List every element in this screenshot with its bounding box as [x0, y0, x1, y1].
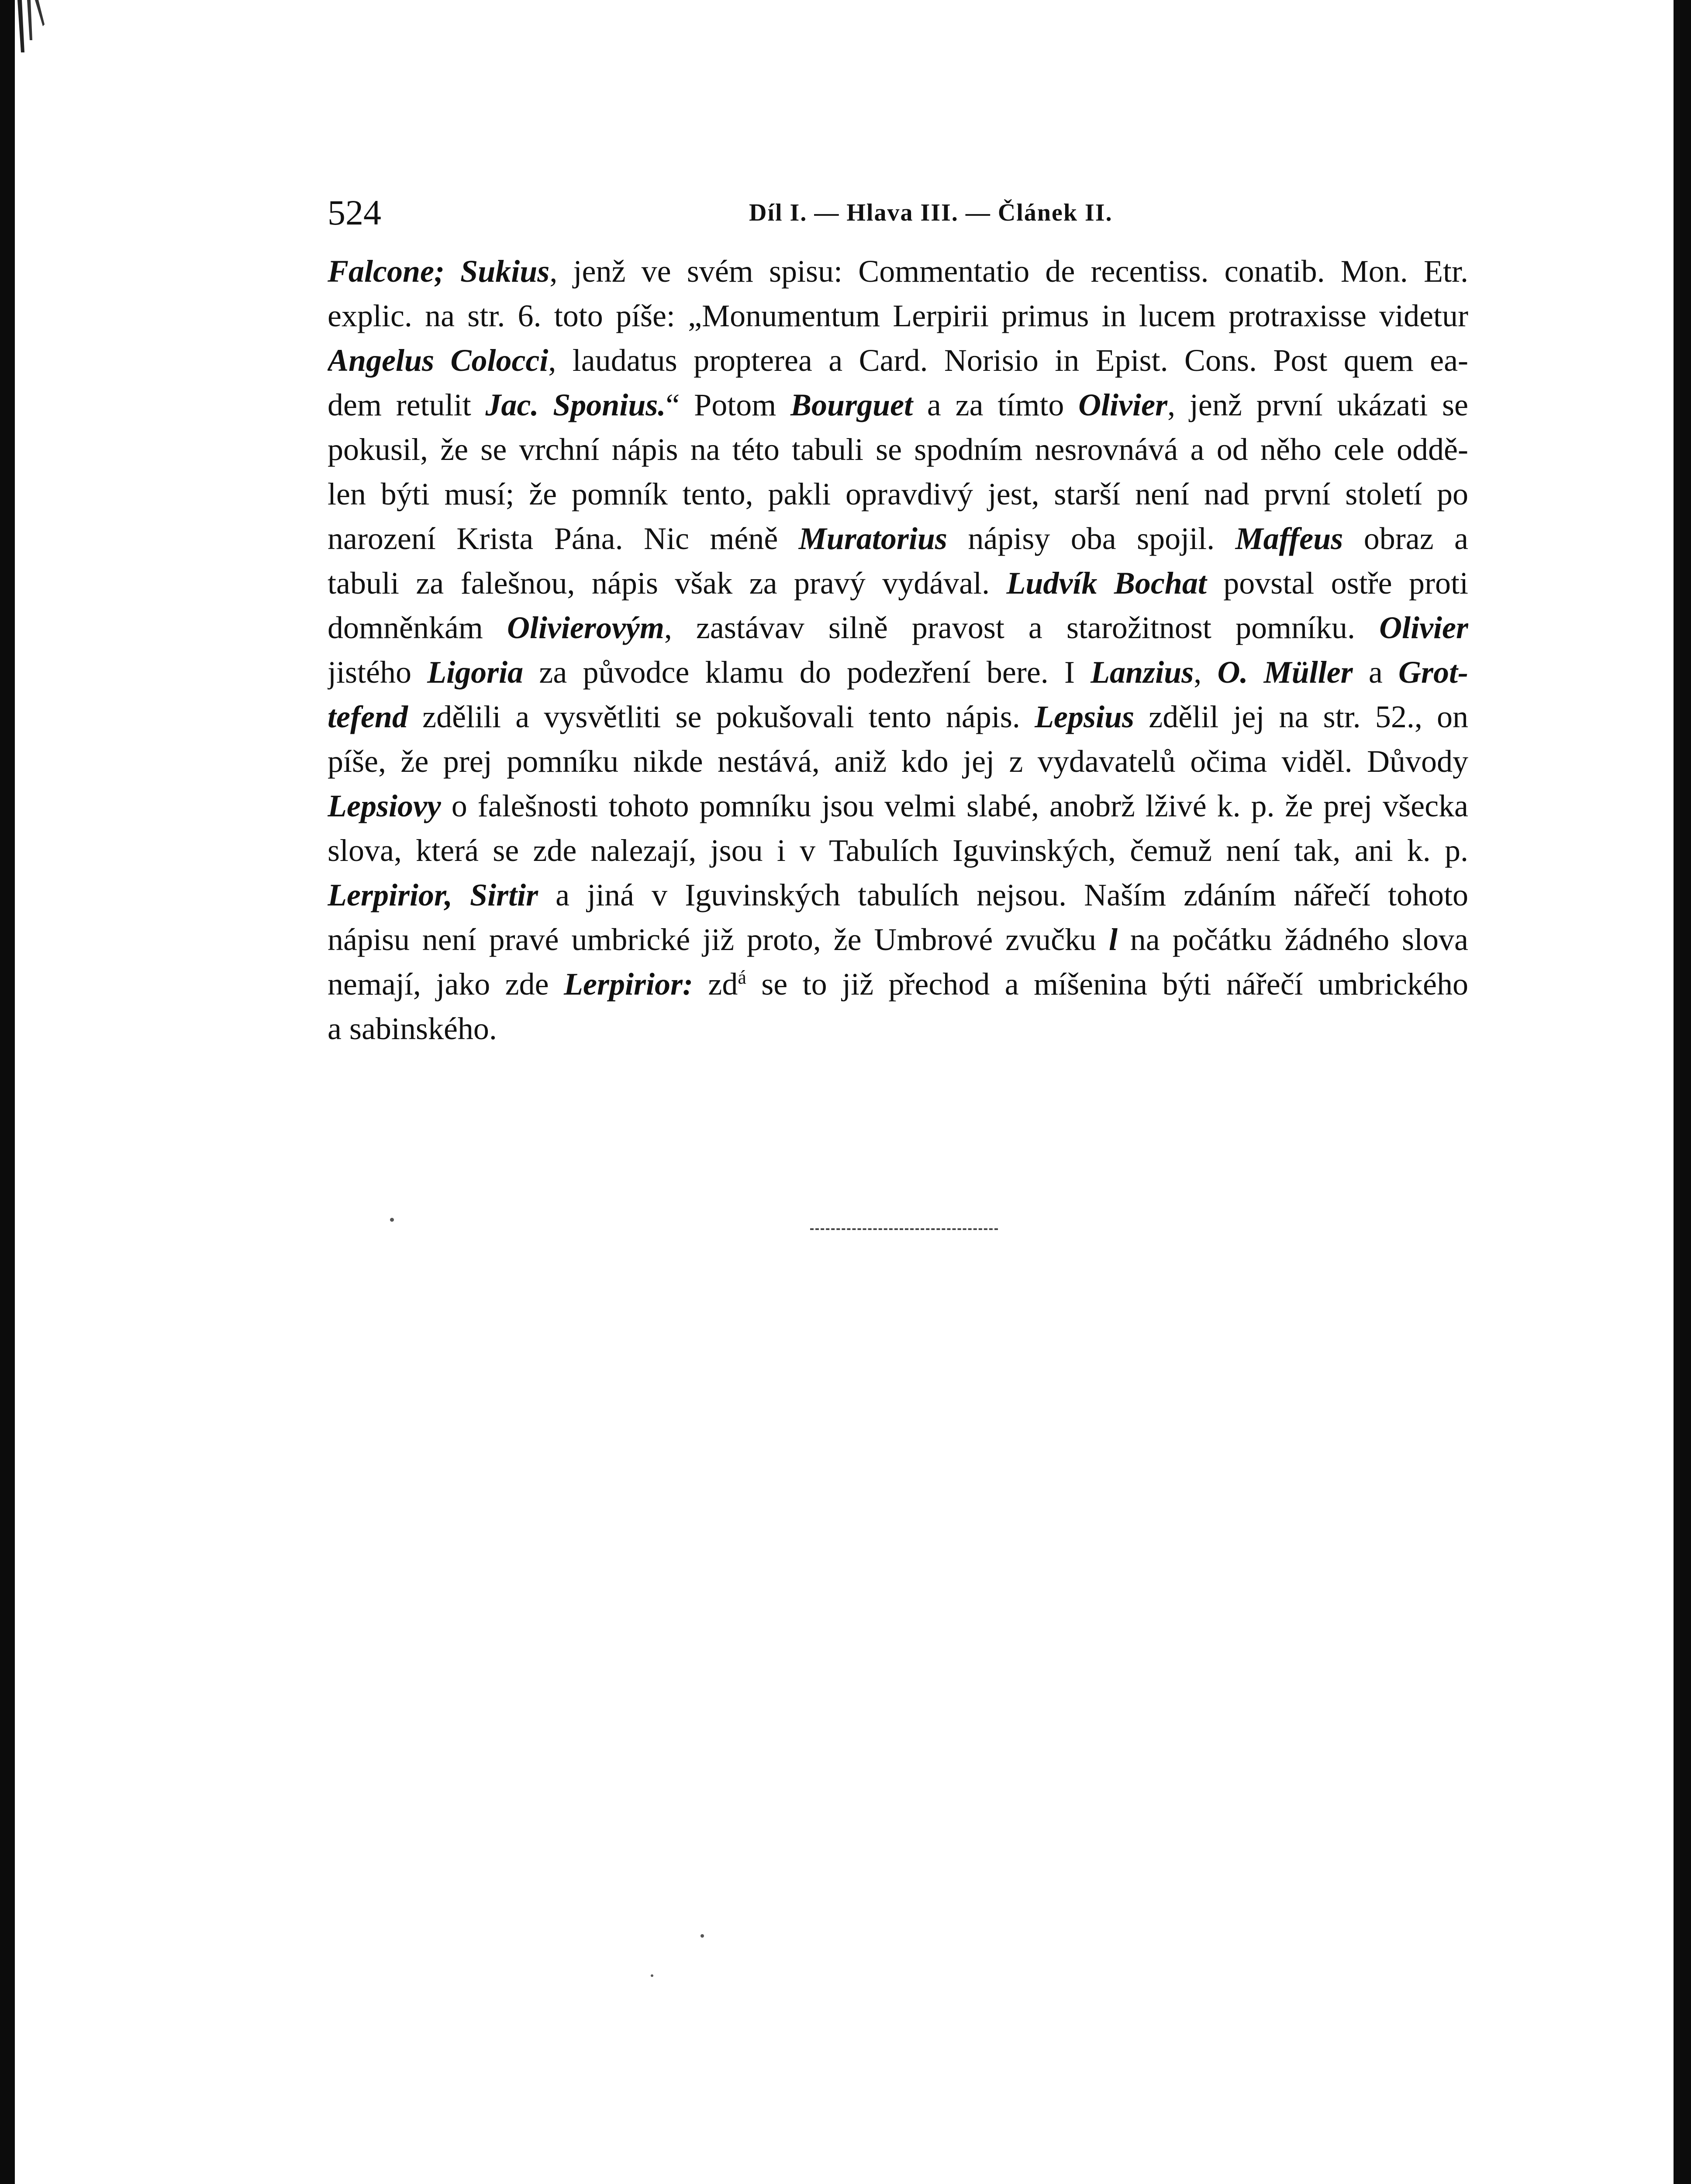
name-ref: Olivier [1379, 610, 1468, 645]
text-line: Lepsiovy o falešnosti tohoto pomníku jsou velmi slabé, anobrž lživé k. p. že prej všecka [328, 788, 1468, 823]
name-ref: Grot- [1398, 655, 1468, 690]
running-head [328, 189, 1140, 237]
text-line: Lerpirior, Sirtir a jiná v Iguvinských tabulích nejsou. Naším zdáním nářečí tohoto [328, 878, 1468, 912]
name-ref: l [1108, 922, 1118, 957]
name-ref: Olivierovým [507, 610, 664, 645]
text-line: Angelus Colocci, laudatus propterea a Card. Norisio in Epist. Cons. Post quem ea- [328, 343, 1468, 378]
text-line: explic. na str. 6. toto píše: „Monumentum Lerpirii primus in lucem protraxisse videtur [328, 298, 1468, 333]
page-number: 524 [328, 193, 381, 232]
text-line: len býti musí; že pomník tento, pakli opravdivý jest, starší není nad první století po [328, 477, 1468, 511]
text-line: píše, že prej pomníku nikde nestává, aniž kdo jej z vydavatelů očima viděl. Důvody [328, 744, 1468, 779]
text-line: domněnkám Olivierovým, zastávav silně pravost a starožitnost pomníku. Olivier [328, 610, 1468, 645]
name-ref: Lepsius [1035, 699, 1135, 734]
name-ref: Olivier [1078, 387, 1168, 422]
text-line: a sabinského. [328, 1011, 497, 1046]
name-ref: Lerpirior, Sirtir [328, 878, 538, 912]
end-rule [810, 1228, 998, 1230]
name-ref: Falcone; Sukius [328, 254, 550, 289]
text-line: Falcone; Sukius, jenž ve svém spisu: Commentatio de recentiss. conatib. Mon. Etr. [328, 254, 1468, 289]
text-line: narození Krista Pána. Nic méně Muratorius nápisy oba spojil. Maffeus obraz a [328, 521, 1468, 556]
text-line: tabuli za falešnou, nápis však za pravý vydával. Ludvík Bochat povstal ostře proti [328, 566, 1468, 601]
name-ref: Lerpirior: [564, 967, 693, 1002]
speck [651, 1974, 653, 1977]
name-ref: Muratorius [798, 521, 947, 556]
name-ref: O. Müller [1217, 655, 1353, 690]
name-ref: Bourguet [790, 387, 913, 422]
corner-mark [15, 0, 45, 52]
name-ref: Ludvík Bochat [1006, 566, 1207, 601]
text-line: jistého Ligoria za původce klamu do podezření bere. I Lanzius, O. Müller a Grot- [328, 655, 1468, 690]
name-ref: Jac. Sponius. [485, 387, 666, 422]
text-line: pokusil, že se vrchní nápis na této tabuli se spodním nesrovnává a od něho cele oddě- [328, 432, 1468, 467]
text-line: nemají, jako zde Lerpirior: $zd^á$ se to již přechod a míšenina býti nářečí umbrického [328, 967, 1468, 1002]
name-ref: Lepsiovy [328, 788, 441, 823]
text-line: tefend zdělili a vysvětliti se pokušovali tento nápis. Lepsius zdělil jej na str. 52., on [328, 699, 1468, 734]
speck [390, 1218, 394, 1222]
speck [701, 1934, 704, 1938]
name-ref: Ligoria [427, 655, 524, 690]
name-ref: Lanzius [1091, 655, 1194, 690]
text-line: slova, která se zde nalezají, jsou i v Tabulích Iguvinských, čemuž není tak, ani k. p. [328, 833, 1468, 868]
name-ref: tefend [328, 699, 408, 734]
name-ref: Angelus Colocci [328, 343, 549, 378]
text-line: nápisu není pravé umbrické již proto, že Umbrové zvučku l na počátku žádného slova [328, 922, 1468, 957]
text-line: dem retulit Jac. Sponius.“ Potom Bourguet a za tímto Olivier, jenž první ukázati se [328, 387, 1468, 422]
name-ref: Maffeus [1235, 521, 1343, 556]
body-text [328, 249, 1468, 1051]
header-title: Díl I. — Hlava III. — Článek II. [749, 199, 1113, 226]
